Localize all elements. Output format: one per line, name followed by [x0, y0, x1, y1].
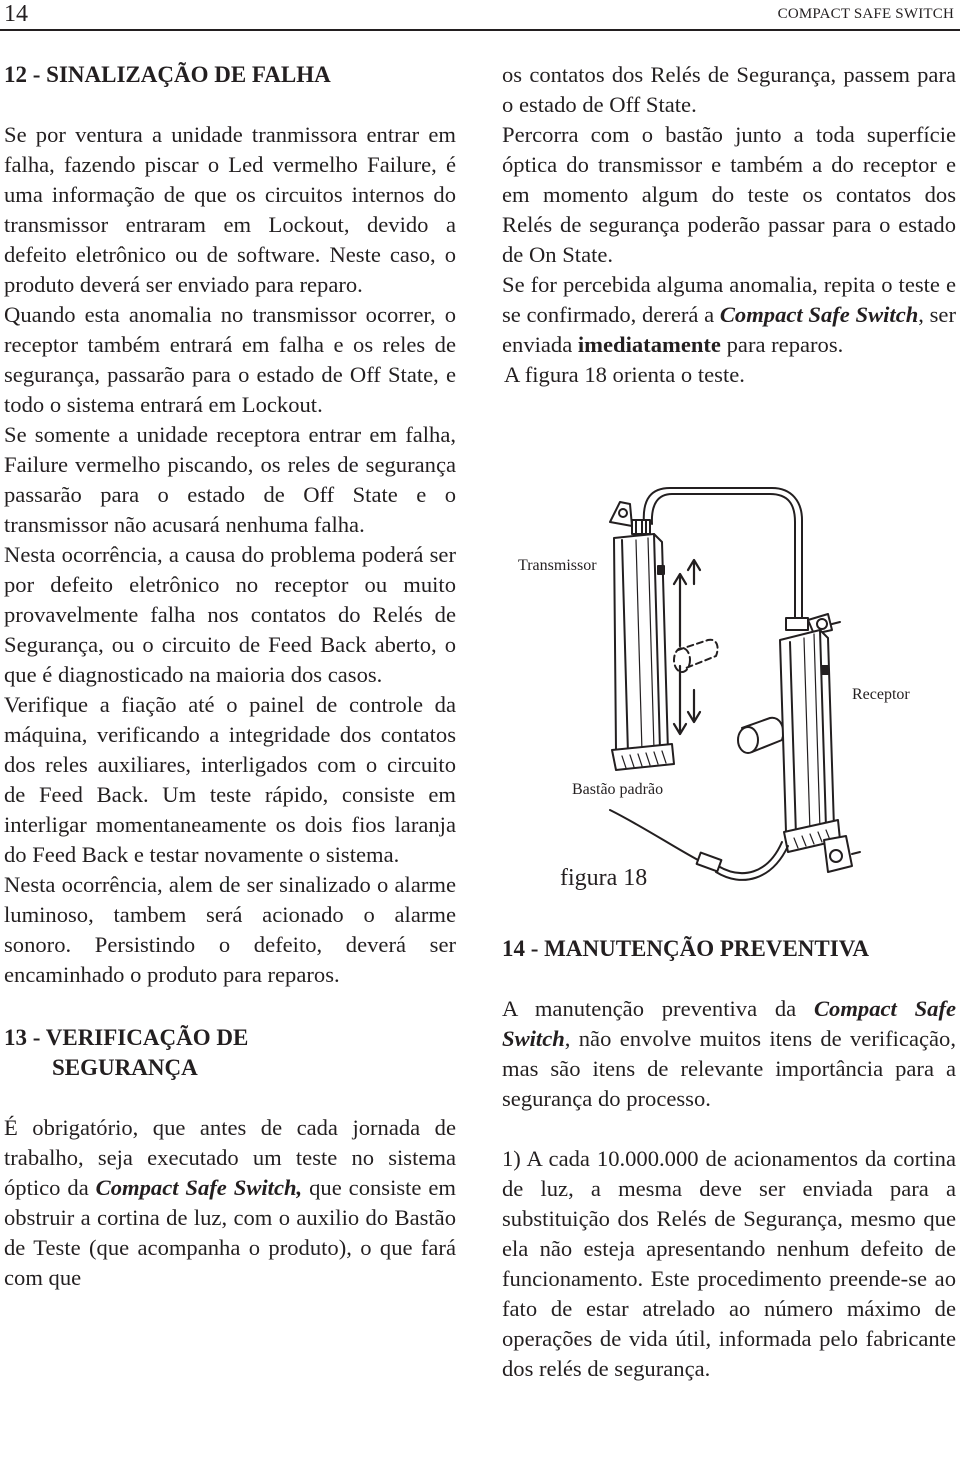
- figure-caption: figura 18: [560, 865, 648, 891]
- section-13-heading-line-2: SEGURANÇA: [52, 1055, 198, 1080]
- test-rod: [738, 718, 783, 753]
- section-13-continued-paragraph-2: Percorra com o bastão junto a toda superfície óptica do transmissor e também a do receptor e em momento algum do teste os contatos dos Relés de segurança poderão passar para o estado de On State.: [502, 122, 956, 267]
- label-transmitter: Transmissor: [518, 557, 597, 574]
- section-12-paragraph-5: Verifique a fiação até o painel de controle da máquina, verificando a integridade dos contatos dos reles auxiliares, interligados com o circuito de Feed Back. Um teste rápido, consiste em interligar momentaneamente os dois fios laranja do Feed Back e testar novamente o sistema.: [4, 692, 456, 867]
- section-13-text-end: que consiste em obstruir a cortina de luz, com o auxilio do Bastão de Teste (que acompanha o produto), o que fará com que: [4, 1175, 456, 1290]
- receiver-bottom-bracket: [824, 836, 860, 872]
- receiver-body: [780, 630, 840, 852]
- section-13-continued-paragraph-1: os contatos dos Relés de Segurança, passem para o estado de Off State.: [502, 62, 956, 117]
- section-14-paragraph-1: [502, 994, 956, 1114]
- section-14-text-start: A manutenção preventiva da: [502, 996, 814, 1021]
- section-14-text-end: , não envolve muitos itens de verificação, mas são itens de relevante importância para a segurança do processo.: [502, 1026, 956, 1111]
- transmitter-body: [612, 534, 674, 770]
- section-13-continued-text-end: para reparos.: [720, 332, 844, 357]
- label-receiver: Receptor: [852, 686, 910, 703]
- transmitter-cable: [644, 488, 802, 618]
- section-13-heading: [4, 1023, 456, 1083]
- brand-name: Compact Safe Switch,: [95, 1175, 303, 1200]
- section-13-text-start: É obrigatório, que antes de cada jornada de trabalho, seja executado um teste no sistema óptico da: [4, 1115, 456, 1200]
- section-12-paragraph-3: Se somente a unidade receptora entrar em falha, Failure vermelho piscando, os reles de segurança passarão para o estado de Off State e o transmissor não acusará nenhuma falha.: [4, 422, 456, 537]
- section-13-continued-text-start: Se for percebida alguma anomalia, repita o teste e se confirmado, dererá a: [502, 272, 956, 327]
- right-column-bottom: [502, 934, 956, 1384]
- figure-18: [502, 480, 956, 900]
- page-number: 14: [4, 1, 28, 27]
- header-rule: [0, 29, 960, 31]
- section-12-paragraph-6: Nesta ocorrência, alem de ser sinalizado o alarme luminoso, tambem será acionado o alarme sonoro. Persistindo o defeito, deverá ser encaminhado o produto para reparos.: [4, 872, 456, 987]
- section-12-paragraph-4: Nesta ocorrência, a causa do problema poderá ser por defeito eletrônico no receptor ou muito provavelmente falha nos contatos do Relés de Segurança, ou o circuito de Feed Back aberto, o que é diagnosticado na maioria dos casos.: [4, 542, 456, 687]
- label-test-rod: Bastão padrão: [572, 781, 664, 798]
- running-title: COMPACT SAFE SWITCH: [777, 6, 954, 22]
- emphasis-immediately: imediatamente: [577, 332, 721, 357]
- left-column: [4, 60, 456, 1293]
- figure-reference: A figura 18 orienta o teste.: [504, 362, 745, 387]
- section-12-paragraph-1: Se por ventura a unidade tranmissora entrar em falha, fazendo piscar o Led vermelho Failure, é uma informação de que os circuitos internos do transmissor entraram em Lockout, devido a defeito eletrônico ou de software. Neste caso, o produto deverá ser enviado para reparo.: [4, 122, 456, 297]
- section-12-heading: 12 - SINALIZAÇÃO DE FALHA: [4, 62, 331, 87]
- brand-name: Compact Safe Switch: [502, 996, 956, 1051]
- section-12-paragraph-2: Quando esta anomalia no transmissor ocorrer, o receptor também entrará em falha e os reles de segurança, passarão para o estado de Off State, e todo o sistema entrará em Lockout.: [4, 302, 456, 417]
- section-13-heading-line-1: 13 - VERIFICAÇÃO DE: [4, 1025, 249, 1050]
- maintenance-item-1: 1) A cada 10.000.000 de acionamentos da cortina de luz, a mesma deve ser enviada para a substituição dos Relés de Segurança, mesmo que ela não esteja apresentando nenhum defeito de funcionamento. Este procedimento preende-se ao fato de estar atrelado ao número máximo de operações de vida útil, informada pelo fabricante dos relés de segurança.: [502, 1146, 956, 1381]
- section-13-paragraph: [4, 1113, 456, 1293]
- section-14-heading: 14 - MANUTENÇÃO PREVENTIVA: [502, 936, 869, 961]
- brand-name: Compact Safe Switch: [719, 302, 919, 327]
- right-column-top: [502, 60, 956, 390]
- section-13-continued-text-mid: , ser enviada: [502, 302, 956, 357]
- section-13-continued-paragraph-3: [502, 270, 956, 360]
